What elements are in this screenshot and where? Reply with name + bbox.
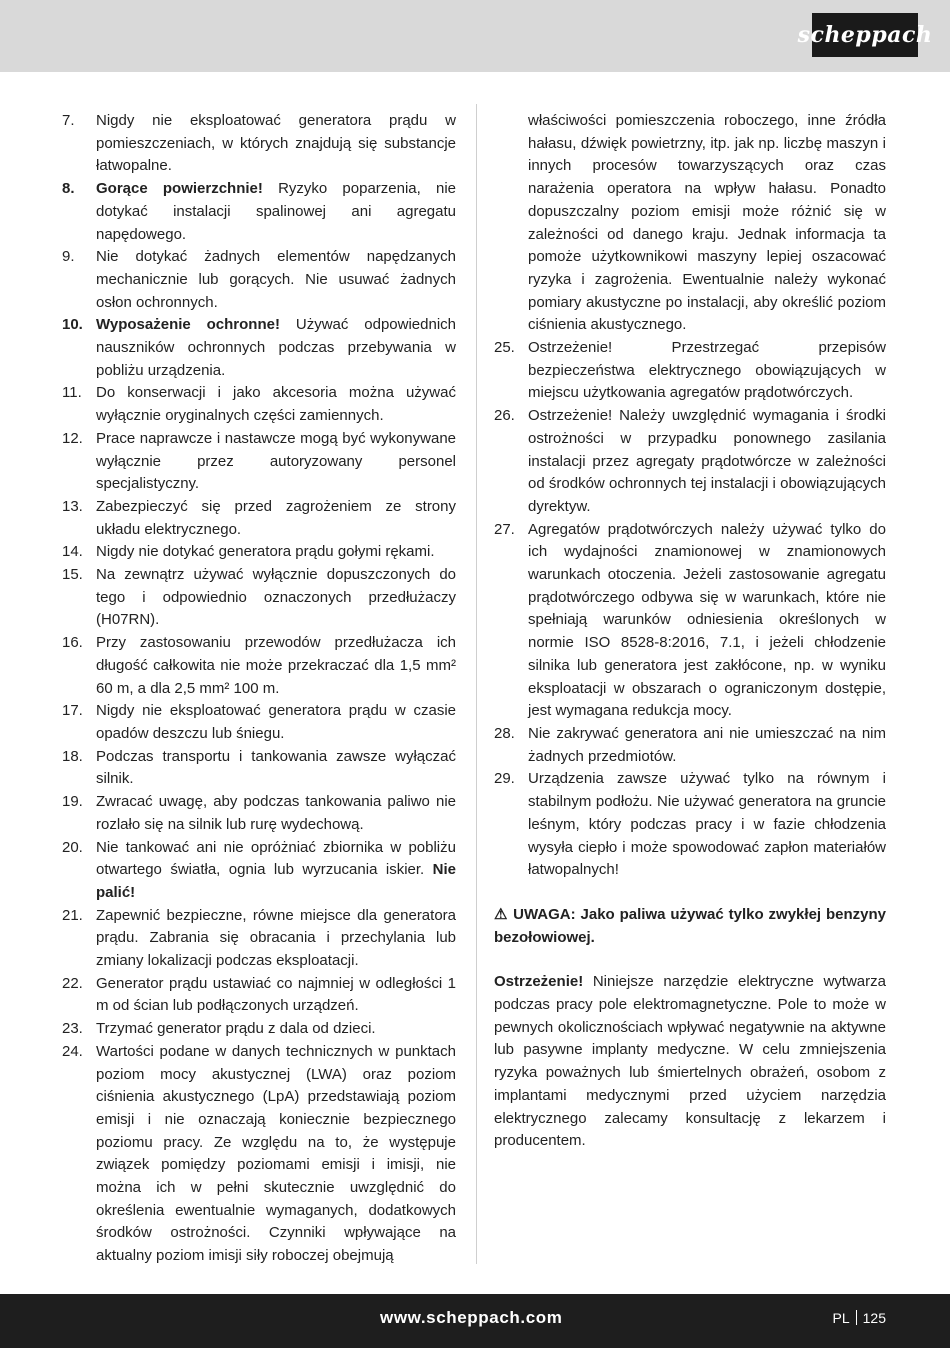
list-item [494, 519, 886, 723]
list-item [62, 746, 456, 791]
right-instruction-list [494, 337, 886, 882]
list-item-text [96, 178, 456, 246]
brand-logo: scheppach [812, 13, 918, 57]
list-item-number: 20. [62, 838, 83, 856]
list-item-body: Nigdy nie eksploatować generatora prądu w czasie opadów deszczu lub śniegu. [96, 702, 456, 742]
list-item [62, 246, 456, 314]
left-column [62, 110, 456, 1268]
website-link[interactable]: www.scheppach.com [380, 1308, 563, 1327]
list-item-body: Nie tankować ani nie opróżniać zbiornika w pobliżu otwartego światła, ognia lub wyrzucania iskier. [96, 838, 456, 879]
list-item-number: 24. [62, 1042, 83, 1060]
list-item [62, 700, 456, 745]
list-item-number: 25. [494, 339, 515, 357]
list-item-continuation [494, 110, 886, 337]
list-item-number: 11. [62, 384, 82, 402]
list-item-emphasis: Nie palić! [96, 861, 456, 901]
list-item-number: 12. [62, 429, 83, 447]
list-item [62, 564, 456, 632]
list-item-body: Urządzenia zawsze używać tylko na równym i stabilnym podłożu. Nie używać generatora na gruncie leśnym, który podczas pracy i w fazie chłodzenia wysyła ciepło i może spowodować zapłon materiałów łatwopalnych! [528, 770, 886, 879]
list-item-body: Używać odpowiednich nauszników ochronnych podczas przebywania w pobliżu urządzenia. [96, 316, 456, 379]
list-item-body: Nigdy nie eksploatować generatora prądu w pomieszczeniach, w których znajdują się substancje łatwopalne. [96, 112, 456, 175]
list-item-number: 8. [62, 180, 75, 198]
list-item-text [96, 791, 456, 836]
list-item-text [528, 337, 886, 405]
list-item-text [96, 700, 456, 745]
continuation-text: właściwości pomieszczenia roboczego, inne źródła hałasu, dźwięk powietrzny, itp. jak np. liczbę maszyn i innych procesów towarzyszących oraz czas narażenia operatora na wpływ hałasu. Ponadto dopuszczalny poziom emisji może różnić się w zależności od danego kraju. Jednak informacja ta pomoże użytkownikowi maszyny lepiej oszacować ryzyka i zagrożenia. Ewentualnie należy wykonać pomiary akustyczne po instalacji, aby określić poziom ciśnienia akustycznego. [528, 112, 886, 334]
list-item [494, 405, 886, 519]
page-separator [856, 1310, 857, 1325]
list-item [62, 382, 456, 427]
list-item-text [96, 973, 456, 1018]
list-item-number: 19. [62, 793, 83, 811]
list-item-body: Zapewnić bezpieczne, równe miejsce dla generatora prądu. Zabrania się obracania i przechylania lub zmiany lokalizacji podczas eksploatacji. [96, 906, 456, 970]
list-item [62, 428, 456, 496]
list-item-body: Przy zastosowaniu przewodów przedłużacza ich długość całkowita nie może przekraczać dla 1,5 mm² 60 m, a dla 2,5 mm² 100 m. [96, 634, 456, 697]
list-item-text [96, 837, 456, 905]
list-item-body: Trzymać generator prądu z dala od dzieci. [96, 1020, 376, 1038]
list-item [62, 791, 456, 836]
list-item-text [96, 1041, 456, 1268]
list-item-number: 27. [494, 520, 515, 538]
list-item-number: 26. [494, 407, 515, 425]
page-header [0, 0, 950, 72]
list-item-emphasis: Gorące powierzchnie! [96, 180, 263, 198]
column-divider [476, 104, 477, 1264]
list-item-text [96, 632, 456, 700]
fuel-warning-text: UWAGA: Jako paliwa używać tylko zwykłej benzyny bezołowiowej. [494, 905, 886, 946]
list-item-body: Ostrzeżenie! Przestrzegać przepisów bezpieczeństwa elektrycznego obowiązujących w miejscu użytkowania agregatów prądotwórczych. [528, 339, 886, 402]
list-item-text [528, 768, 886, 882]
list-item-body: Generator prądu ustawiać co najmniej w odległości 1 m od ścian lub podłączonych urządzeń. [96, 974, 456, 1015]
list-item-body: Nie dotykać żadnych elementów napędzanych mechanicznie lub gorących. Nie usuwać żadnych osłon ochronnych. [96, 248, 456, 311]
list-item [62, 110, 456, 178]
list-item [62, 837, 456, 905]
list-item-text [96, 746, 456, 791]
list-item-text [96, 541, 456, 564]
list-item-number: 16. [62, 634, 83, 652]
list-item-body: Na zewnątrz używać wyłącznie dopuszczonych do tego i odpowiednio oznaczonych przedłużaczy (H07RN). [96, 566, 456, 629]
list-item-text [96, 1018, 456, 1041]
page-footer [0, 1294, 950, 1348]
list-item-text [528, 519, 886, 723]
language-code: PL [832, 1310, 850, 1326]
list-item-text [96, 496, 456, 541]
list-item-emphasis: Wyposażenie ochronne! [96, 316, 280, 334]
page-number: 125 [862, 1310, 886, 1326]
list-item [62, 1041, 456, 1268]
list-item-text [96, 564, 456, 632]
list-item-body: Prace naprawcze i nastawcze mogą być wykonywane wyłącznie przez autoryzowany personel specjalistyczny. [96, 429, 456, 493]
emf-notice-label: Ostrzeżenie! [494, 973, 584, 991]
list-item [62, 905, 456, 973]
list-item [62, 314, 456, 382]
list-item-number: 29. [494, 770, 515, 788]
list-item-body: Nigdy nie dotykać generatora prądu gołymi rękami. [96, 543, 435, 561]
list-item-text [96, 428, 456, 496]
list-item [494, 768, 886, 882]
list-item-body: Do konserwacji i jako akcesoria można używać wyłącznie oryginalnych części zamiennych. [96, 384, 456, 425]
warning-triangle-icon: ⚠ [494, 905, 509, 923]
list-item-body: Podczas transportu i tankowania zawsze wyłączać silnik. [96, 747, 456, 788]
list-item [62, 496, 456, 541]
list-item-number: 13. [62, 497, 83, 515]
list-item-number: 18. [62, 747, 83, 765]
list-item-text [96, 905, 456, 973]
list-item [62, 632, 456, 700]
left-instruction-list [62, 110, 456, 1268]
list-item [62, 541, 456, 564]
list-item-number: 15. [62, 566, 83, 584]
list-item-number: 22. [62, 974, 83, 992]
list-item-number: 28. [494, 724, 515, 742]
list-item-body: Ostrzeżenie! Należy uwzględnić wymagania i środki ostrożności w przypadku ponownego zasilania instalacji przez agregaty prądotwórcze w zależności od środków ochronnych tej instalacji i obowiązujących dyrektyw. [528, 407, 886, 515]
list-item-number: 17. [62, 702, 83, 720]
list-item-body: Agregatów prądotwórczych należy używać tylko do ich wydajności znamionowej w znamionowych warunkach otoczenia. Jeżeli zastosowanie agregatu prądotwórczego odbywa się w warunkach, które nie spełniają warunków odniesienia określonych w normie ISO 8528-8:2016, 7.1, i jeżeli chłodzenie silnika lub generatora jest zakłócone, np. w wyniku eksploatacji w obszarach o ograniczonym dostępie, jest wymagana redukcja mocy. [528, 520, 886, 720]
list-item-number: 21. [62, 906, 83, 924]
list-item-body: Ryzyko poparzenia, nie dotykać instalacji spalinowej ani agregatu napędowego. [96, 180, 456, 243]
list-item-body: Wartości podane w danych technicznych w punktach poziom mocy akustycznej (LWA) oraz poziom ciśnienia akustycznego (LpA) przedstawiają poziom emisji i nie oznaczają koniecznie bezpiecznego poziomu pracy. Ze względu na to, że występuje związek pomiędzy poziomami emisji i imisji, nie można ich w pełni skutecznie uwzględnić do określenia ewentualnie wymaganych, dodatkowych środków ostrożności. Czynniki wpływające na aktualny poziom imisji siły roboczej obejmują [96, 1042, 456, 1265]
list-item-number: 10. [62, 316, 83, 334]
page-info [833, 1310, 886, 1326]
emf-notice [494, 971, 886, 1153]
list-item-body: Zabezpieczyć się przed zagrożeniem ze strony układu elektrycznego. [96, 497, 456, 538]
list-item-text [96, 246, 456, 314]
list-item-body: Nie zakrywać generatora ani nie umieszczać na nim żadnych przedmiotów. [528, 724, 886, 765]
list-item [62, 973, 456, 1018]
list-item-text [96, 382, 456, 427]
emf-notice-text: Niniejsze narzędzie elektryczne wytwarza podczas pracy pole elektromagnetyczne. Pole to może w pewnych okolicznościach wpływać negatywnie na aktywne lub pasywne implanty medyczne. W celu zmniejszenia ryzyka poważnych lub śmiertelnych obrażeń, osobom z implantami medycznymi przed użyciem narzędzia elektrycznego zalecamy konsultację z lekarzem i producentem. [494, 973, 886, 1150]
list-item [62, 1018, 456, 1041]
list-item-text [96, 110, 456, 178]
list-item-number: 7. [62, 112, 75, 129]
list-item [494, 337, 886, 405]
list-item-number: 23. [62, 1020, 83, 1038]
right-column [494, 110, 886, 1153]
list-item-body: Zwracać uwagę, aby podczas tankowania paliwo nie rozlało się na silnik lub rurę wydechową. [96, 793, 456, 833]
list-item-text [528, 723, 886, 768]
fuel-warning [494, 904, 886, 949]
list-item-text [96, 314, 456, 382]
list-item-text [528, 405, 886, 519]
list-item-number: 9. [62, 248, 75, 266]
list-item-number: 14. [62, 543, 83, 561]
list-item [494, 723, 886, 768]
list-item [62, 178, 456, 246]
